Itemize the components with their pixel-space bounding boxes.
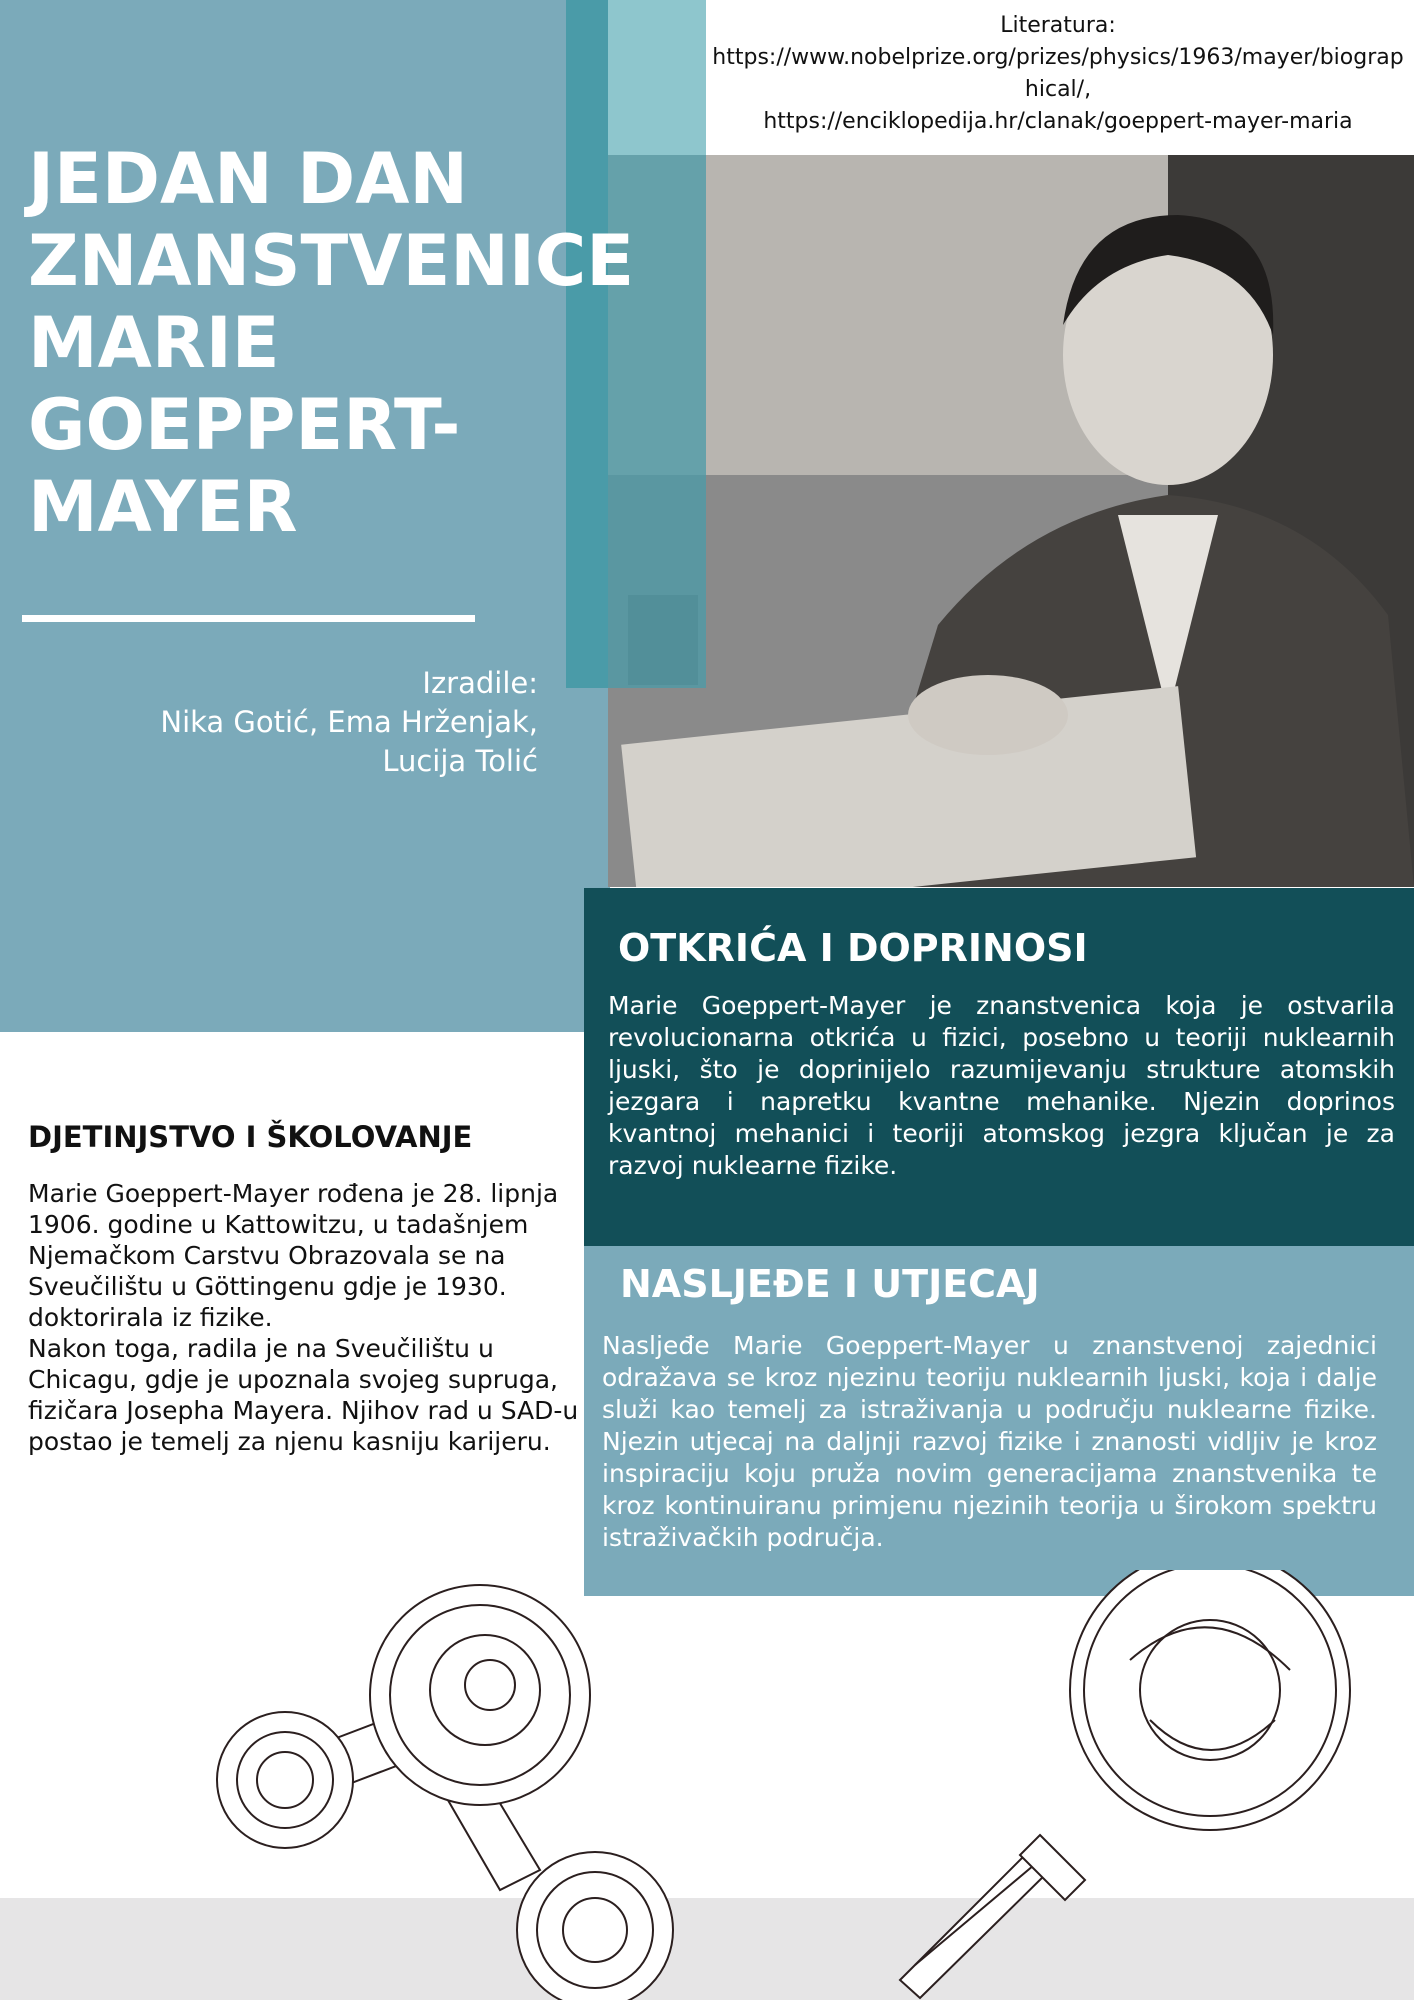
references-block [706,10,1410,138]
title-line: GOEPPERT- [28,384,461,466]
portrait-photo-illustration [608,155,1414,887]
title-divider [22,615,475,622]
legacy-text: Nasljeđe Marie Goeppert-Mayer u znanstvenoj zajednici odražava se kroz njezinu teoriju nuklearnih ljuski, koja i dalje služi kao temelj za istraživanja u području nuklearne fizike. Njezin utjecaj na daljnji razvoj fizike i znanosti vidljiv je kroz inspiraciju koju pruža novim generacijama znanstvenika te kroz kontinuiranu primjenu njezinih teorija u širokom spektru istraživačkih područja. [602,1331,1377,1552]
legacy-heading: NASLJEĐE I UTJECAJ [620,1262,1040,1306]
title-line: MAYER [28,466,298,548]
discoveries-heading: OTKRIĆA I DOPRINOSI [618,926,1088,970]
portrait-photo [608,155,1414,887]
childhood-heading: DJETINJSTVO I ŠKOLOVANJE [28,1120,473,1154]
references-heading: Literatura: [1000,13,1116,38]
discoveries-text: Marie Goeppert-Mayer je znanstvenica koja je ostvarila revolucionarna otkrića u fizici, posebno u teoriji nuklearnih ljuski, što je doprinijelo razumijevanju strukture atomskih jezgara i napretku kvantne mehanike. Njezin doprinos kvantnoj mehanici i teoriji atomskog jezgra ključan je za razvoj nuklearne fizike. [608,991,1395,1180]
molecule-sketch-icon [210,1540,750,2000]
authors-names: Nika Gotić, Ema Hrženjak, [160,705,538,739]
title-line: MARIE [28,302,280,384]
title-line: ZNANSTVENICE [28,220,635,302]
page-title [28,138,635,548]
magnifying-glass-sketch-icon [880,1570,1400,2000]
reference-link-nobelprize[interactable]: https://www.nobelprize.org/prizes/physics/1963/mayer/biographical/, [712,45,1404,102]
title-line: JEDAN DAN [28,138,468,220]
authors-block [60,664,538,781]
authors-names: Lucija Tolić [382,744,538,778]
light-teal-accent-block [608,0,706,155]
reference-link-enciklopedija[interactable]: https://enciklopedija.hr/clanak/goeppert-mayer-maria [763,109,1353,134]
childhood-text: Marie Goeppert-Mayer rođena je 28. lipnja 1906. godine u Kattowitzu, u tadašnjem Njemačkom Carstvu Obrazovala se na Sveučilištu u Göttingenu gdje je 1930. doktorirala iz fizike. Nakon toga, radila je na Sveučilištu u Chicagu, gdje je upoznala svojeg supruga, fizičara Josepha Mayera. Njihov rad u SAD-u postao je temelj za njenu kasniju karijeru. [28,1179,579,1456]
authors-label: Izradile: [422,666,538,700]
